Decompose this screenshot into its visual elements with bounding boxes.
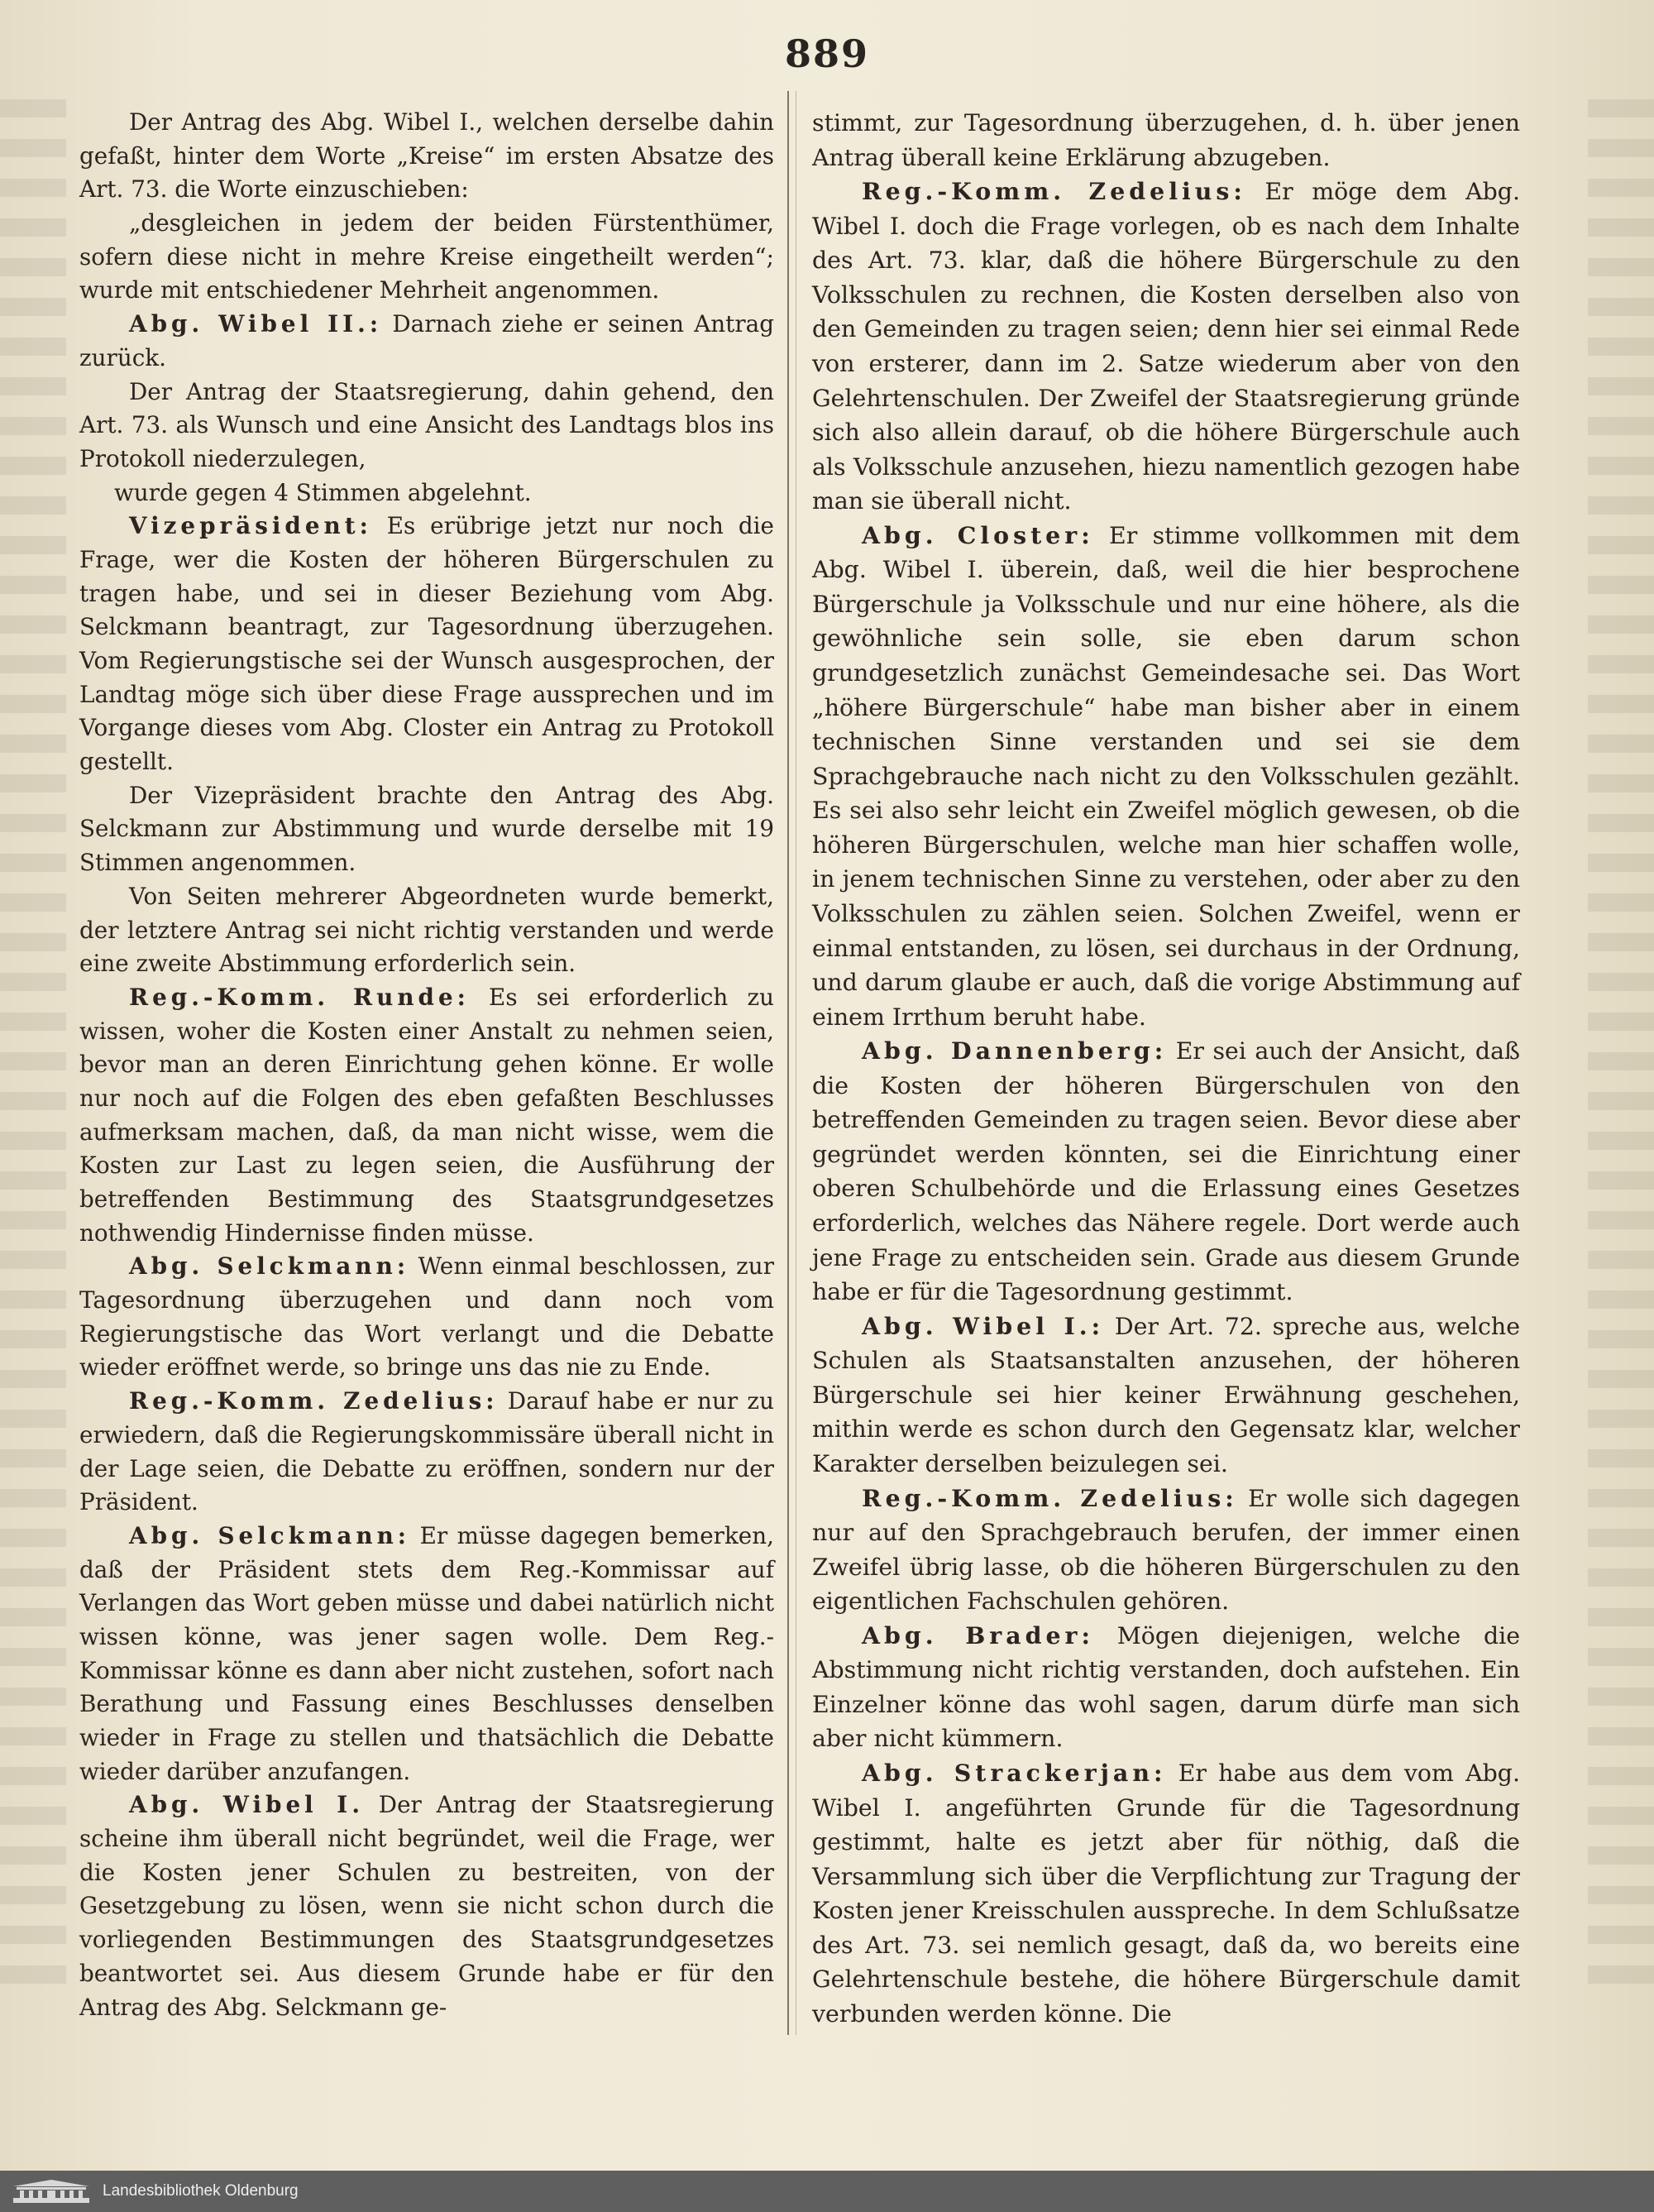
speaker-name: Abg. Brader: [862, 1621, 1094, 1649]
library-building-icon [12, 2178, 91, 2205]
paragraph [812, 106, 1520, 175]
speaker-name: Abg. Wibel I.: [862, 1311, 1105, 1340]
paragraph [812, 1619, 1520, 1756]
paragraph-text: Darauf habe er nur zu erwiedern, daß die Regierungskommissäre überall nicht in der Lage seien, die Debatte zu eröffnen, sondern nur der Präsident. [79, 1387, 774, 1516]
paragraph-text: Mögen diejenigen, welche die Abstimmung nicht richtig verstanden, doch aufstehen. Ein Einzelner könne das wohl sagen, darum dürfe man sich aber nicht kümmern. [812, 1621, 1521, 1753]
show-through-left [0, 99, 66, 2002]
paragraph [812, 1034, 1520, 1309]
paragraph-text: Er sei auch der Ansicht, daß die Kosten der höheren Bürgerschulen von den betreffenden Gemeinden zu tragen seien. Bevor diese aber gegründet werden könnten, sei die Einrichtung einer oberen Schulbehörde und die Erlassung eines Gesetzes erforderlich, welches das Nähere regele. Dort werde auch jene Frage zu entscheiden sein. Grade aus diesem Grunde habe er für die Tagesordnung gestimmt. [812, 1037, 1520, 1306]
paragraph [79, 308, 774, 375]
paragraph-text: Er wolle sich dagegen nur auf den Sprachgebrauch berufen, der immer einen Zweifel übrig lasse, ob die höheren Bürgerschulen zu den eigentlichen Fachschulen gehören. [812, 1484, 1520, 1616]
speaker-name: Reg.-Komm. Zedelius: [862, 1483, 1238, 1512]
paragraph-text: Er müsse dagegen bemerken, daß der Präsident stets dem Reg.-Kommissar auf Verlangen das Wort geben müsse und dabei natürlich nicht wissen könne, was jener sagen wolle. Dem Reg.-Kommissar könne es dann aber nicht zustehen, sofort nach Berathung und Fassung eines Beschlusses denselben wieder in Frage zu stellen und thatsächlich die Debatte wieder darüber anzufangen. [79, 1521, 774, 1785]
paragraph [812, 1309, 1520, 1482]
paragraph [79, 880, 774, 981]
paragraph-text: Er habe aus dem vom Abg. Wibel I. angeführten Grunde für die Tagesordnung gestimmt, halte es jetzt aber für nöthig, daß die Versammlung sich über die Verpflichtung zur Tragung der Kosten jener Kreisschulen ausspreche. In dem Schlußsatze des Art. 73. sei nemlich gesagt, daß da, wo bereits eine Gelehrtenschule bestehe, die höhere Bürgerschule damit verbunden werden könne. Die [812, 1760, 1520, 2028]
paragraph-text: Von Seiten mehrerer Abgeordneten wurde bemerkt, der letztere Antrag sei nicht richtig verstanden und werde eine zweite Abstimmung erforderlich sein. [79, 882, 774, 978]
paragraph [812, 175, 1520, 519]
speaker-name: Abg. Wibel II.: [129, 310, 383, 338]
library-name: Landesbibliothek Oldenburg [103, 2182, 299, 2200]
paragraph-text: Der Art. 72. spreche aus, welche Schulen als Staatsanstalten anzusehen, der höheren Bürgerschule sei hier keiner Erwähnung geschehen, mithin werde es schon durch den Gegensatz klar, welcher Karakter derselben beizulegen sei. [812, 1312, 1521, 1477]
paragraph-text: Der Antrag der Staatsregierung scheine ihm überall nicht begründet, weil die Frage, wer die Kosten jener Schulen zu bestreiten, von der Gesetzgebung zu lösen, wenn sie nicht schon durch die vorliegenden Bestimmungen des Staatsgrundgesetzes beantwortet sei. Aus diesem Grunde habe er für den Antrag des Abg. Selckmann ge- [79, 1791, 775, 2021]
speaker-name: Abg. Selckmann: [129, 1252, 410, 1281]
paragraph [79, 1250, 774, 1385]
paragraph [79, 376, 774, 476]
column-divider [787, 91, 789, 2035]
show-through-right [1588, 99, 1654, 2002]
paragraph-text: „desgleichen in jedem der beiden Fürstenthümer, sofern diese nicht in mehre Kreise eingetheilt werden“; wurde mit entschiedener Mehrheit angenommen. [79, 209, 774, 304]
paragraph-text: Der Vizepräsident brachte den Antrag des Abg. Selckmann zur Abstimmung und wurde derselbe mit 19 Stimmen angenommen. [79, 781, 774, 877]
paragraph [79, 510, 774, 779]
paragraph [812, 519, 1520, 1034]
paragraph-text: Es sei erforderlich zu wissen, woher die Kosten einer Anstalt zu nehmen seien, bevor man an deren Einrichtung gehen könne. Er wolle nur noch auf die Folgen des eben gefaßten Beschlusses aufmerksam machen, daß, da man nicht wisse, wem die Kosten zur Last zu legen seien, die Ausführung der betreffenden Bestimmung des Staatsgrundgesetzes nothwendig Hindernisse finden müsse. [79, 983, 774, 1247]
paragraph-text: Der Antrag des Abg. Wibel I., welchen derselbe dahin gefaßt, hinter dem Worte „Kreise“ im ersten Absatze des Art. 73. die Worte einzuschieben: [79, 108, 774, 203]
paragraph [79, 106, 774, 207]
paragraph-text: Er möge dem Abg. Wibel I. doch die Frage vorlegen, ob es nach dem Inhalte des Art. 73. klar, daß die höhere Bürgerschule zu den Volksschulen zu rechnen, die Kosten derselben also von den Gemeinden zu tragen seien; denn hier sei einmal Rede von ersterer, dann im 2. Satze wiederum aber von den Gelehrtenschulen. Der Zweifel der Staatsregierung gründe sich also allein darauf, ob die höhere Bürgerschule auch als Volksschule anzusehen, hiezu namentlich gezogen habe man sie überall nicht. [812, 178, 1520, 515]
right-column [812, 106, 1520, 2032]
left-column [79, 106, 774, 2024]
paragraph-text: stimmt, zur Tagesordnung überzugehen, d. h. über jenen Antrag überall keine Erklärung abzugeben. [812, 109, 1520, 171]
paragraph [812, 1756, 1520, 2032]
paragraph-text: Es erübrige jetzt nur noch die Frage, wer die Kosten der höheren Bürgerschulen zu tragen habe, und sei in dieser Beziehung vom Abg. Selckmann beantragt, zur Tagesordnung überzugehen. Vom Regierungstische sei der Wunsch ausgesprochen, der Landtag möge sich über diese Frage aussprechen und im Vorgange dieses vom Abg. Closter ein Antrag zu Protokoll gestellt. [79, 512, 774, 776]
speaker-name: Abg. Strackerjan: [862, 1759, 1167, 1787]
speaker-name: Abg. Wibel I. [129, 1791, 364, 1819]
paragraph-text: Der Antrag der Staatsregierung, dahin gehend, den Art. 73. als Wunsch und eine Ansicht des Landtags blos ins Protokoll niederzulegen, [79, 377, 774, 472]
paragraph-text: Darnach ziehe er seinen Antrag zurück. [79, 310, 774, 371]
speaker-name: Abg. Selckmann: [129, 1521, 411, 1549]
speaker-name: Abg. Dannenberg: [862, 1037, 1168, 1065]
paragraph [79, 981, 774, 1251]
paragraph-text: wurde gegen 4 Stimmen abgelehnt. [114, 478, 532, 506]
page-number: 889 [784, 31, 870, 76]
paragraph [79, 1788, 774, 2024]
speaker-name: Reg.-Komm. Runde: [129, 983, 470, 1011]
speaker-name: Reg.-Komm. Zedelius: [129, 1387, 499, 1415]
paragraph [79, 779, 774, 880]
paragraph-text: Er stimme vollkommen mit dem Abg. Wibel I. überein, daß, weil die hier besprochene Bürgerschule ja Volksschule und nur eine höhere, als die gewöhnliche sein solle, sie eben darum schon grundgesetzlich zunächst Gemeindesache sei. Das Wort „höhere Bürgerschule“ habe man bisher aber in einem technischen Sinne verstanden und sei sie dem Sprachgebrauche nach nicht zu den Volksschulen gezählt. Es sei also sehr leicht ein Zweifel möglich gewesen, ob die höheren Bürgerschulen, welche man hier schaffen wolle, in jenem technischen Sinne zu verstehen, oder aber zu den Volksschulen zu zählen seien. Solchen Zweifel, wenn er einmal entstanden, zu lösen, sei durchaus in der Ordnung, und darum glaube er auch, daß die vorige Abstimmung auf einem Irrthum beruht habe. [812, 521, 1520, 1031]
paragraph [79, 476, 774, 510]
paragraph [79, 1520, 774, 1789]
speaker-name: Reg.-Komm. Zedelius: [862, 177, 1246, 206]
speaker-name: Abg. Closter: [862, 520, 1094, 549]
speaker-name: Vizepräsident: [129, 512, 372, 540]
paragraph [812, 1482, 1520, 1619]
paragraph [79, 207, 774, 308]
paragraph-text: Wenn einmal beschlossen, zur Tagesordnung überzugehen und dann noch vom Regierungstische das Wort verlangt und die Debatte wieder eröffnet werde, so bringe uns das nie zu Ende. [79, 1252, 774, 1381]
paragraph [79, 1385, 774, 1520]
footer-bar [0, 2171, 1654, 2212]
